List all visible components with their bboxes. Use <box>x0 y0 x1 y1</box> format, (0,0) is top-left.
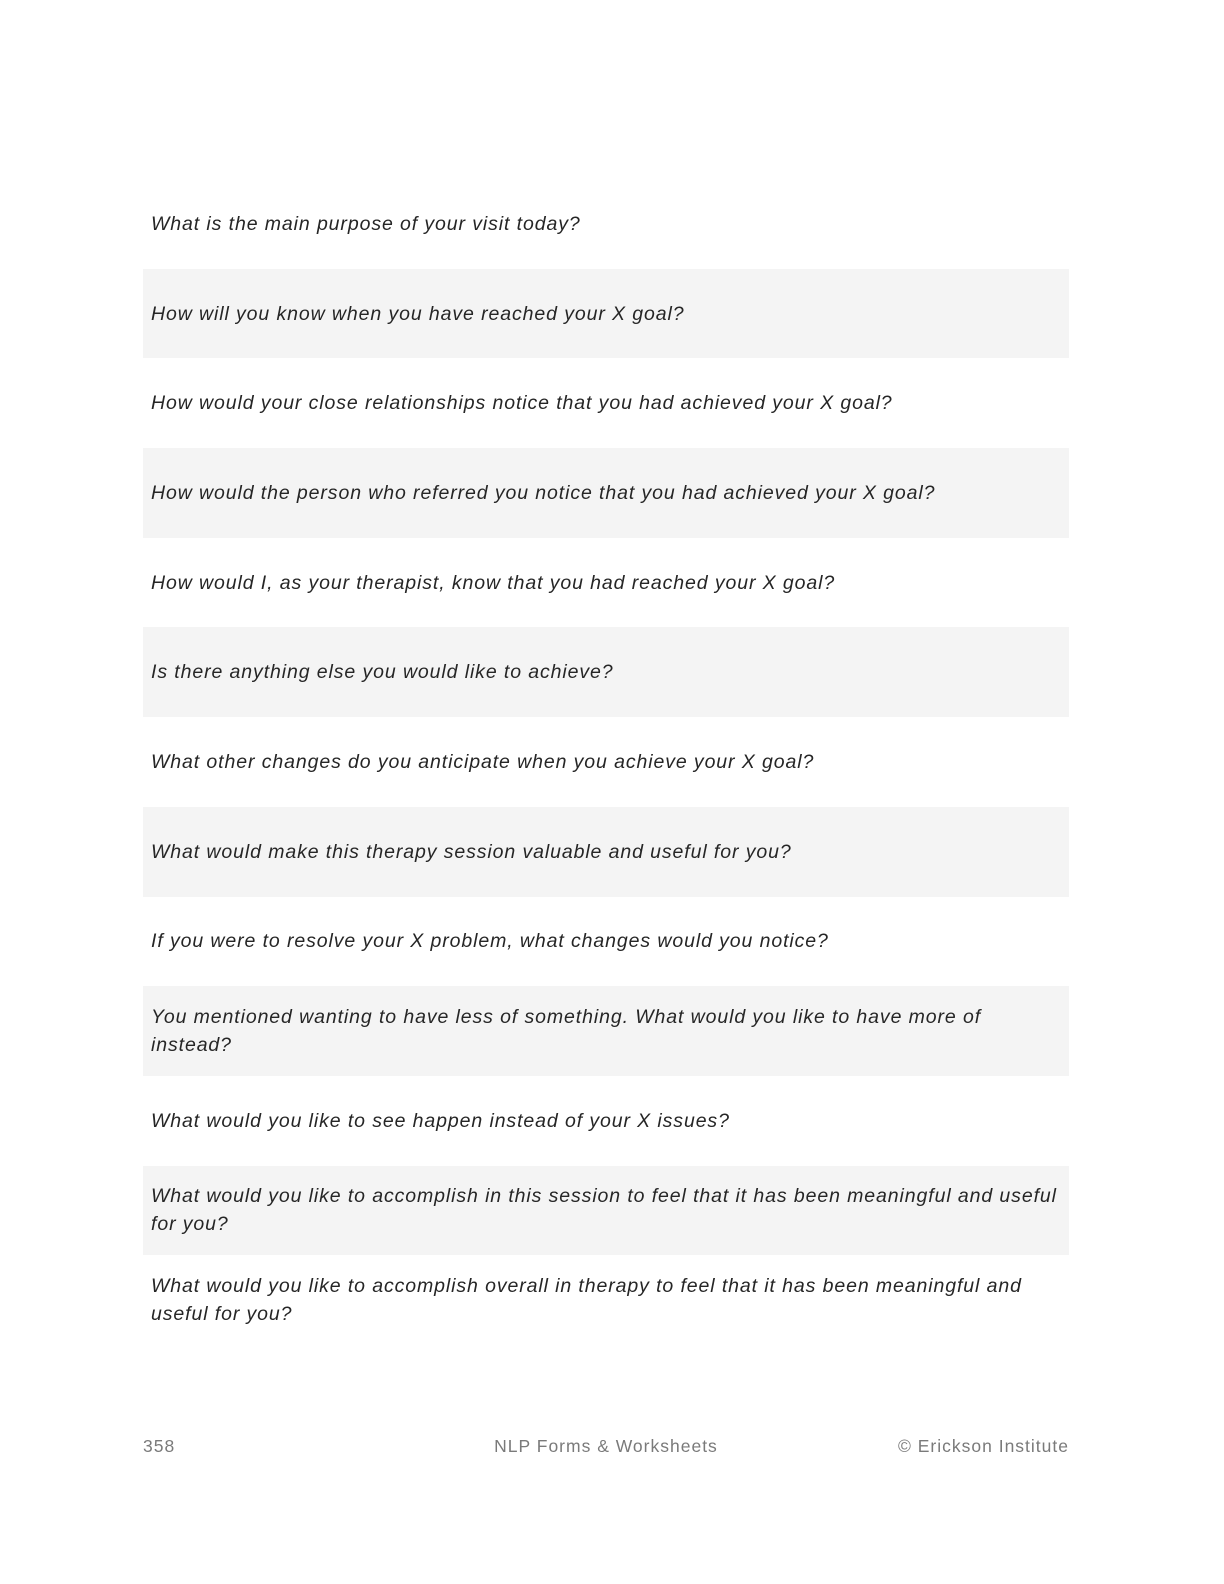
question-text: What is the main purpose of your visit today? <box>151 212 581 235</box>
question-row <box>143 1076 1069 1166</box>
question-text: How would the person who referred you notice that you had achieved your X goal? <box>151 481 936 504</box>
question-row <box>143 358 1069 448</box>
question-text: How would I, as your therapist, know that you had reached your X goal? <box>151 571 836 594</box>
question-row <box>143 1166 1069 1256</box>
question-text: If you were to resolve your X problem, what changes would you notice? <box>151 930 829 953</box>
question-row <box>143 807 1069 897</box>
question-row <box>143 986 1069 1076</box>
question-text: What would you like to see happen instead of your X issues? <box>151 1109 730 1132</box>
question-text: What would make this therapy session valuable and useful for you? <box>151 840 792 863</box>
question-list <box>143 179 1069 1345</box>
question-text: Is there anything else you would like to achieve? <box>151 661 614 684</box>
question-row <box>143 1255 1069 1345</box>
question-row <box>143 179 1069 269</box>
question-row <box>143 269 1069 359</box>
question-row <box>143 627 1069 717</box>
question-text: How will you know when you have reached your X goal? <box>151 302 685 325</box>
page-number: 358 <box>143 1436 176 1456</box>
question-row <box>143 717 1069 807</box>
question-row <box>143 897 1069 987</box>
page-footer <box>143 1436 1069 1460</box>
question-text: How would your close relationships notice that you had achieved your X goal? <box>151 392 893 415</box>
question-text: You mentioned wanting to have less of something. What would you like to have more of instead? <box>151 1006 982 1057</box>
footer-copyright: © Erickson Institute <box>897 1436 1069 1456</box>
question-row <box>143 448 1069 538</box>
footer-title: NLP Forms & Worksheets <box>494 1436 718 1456</box>
question-text: What would you like to accomplish overall in therapy to feel that it has been meaningful and useful for you? <box>151 1275 1022 1326</box>
question-text: What other changes do you anticipate when you achieve your X goal? <box>151 750 815 773</box>
question-row <box>143 538 1069 628</box>
question-text: What would you like to accomplish in this session to feel that it has been meaningful and useful for you? <box>151 1185 1057 1236</box>
